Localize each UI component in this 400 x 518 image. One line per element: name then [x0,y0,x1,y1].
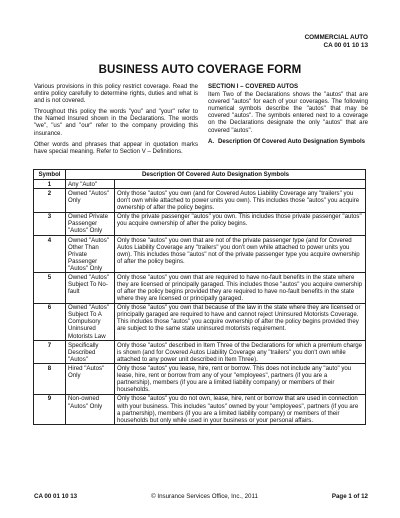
description-cell: Only those "autos" you own that are not of the private passenger type (and for Covered Autos Liability Coverage any "trailers" you don't own while attached to power units you own). This includes those "autos" not of the private passenger type you acquire ownership of after the policy begins. [115,235,366,272]
symbol-cell: 7 [34,341,66,364]
symbol-cell: 1 [34,180,66,189]
table-row [34,273,366,303]
form-line-of-business: COMMERCIAL AUTO [304,34,368,41]
covered-auto-symbols-table [33,169,366,425]
auto-type-cell: Non-owned "Autos" Only [66,394,115,424]
auto-type-cell: Specifically Described "Autos" [66,341,115,364]
description-cell: Only those "autos" you own that are required to have no-fault benefits in the state where they are licensed or principally garaged. This includes those "autos" you acquire ownership of after the policy begins provided they are required to have no-fault benefits in the state where they are licensed or principally garaged. [115,273,366,303]
footer-form-number: CA 00 01 10 13 [34,493,78,500]
table-body [34,180,366,425]
form-number: CA 00 01 10 13 [323,41,368,49]
auto-type-cell: Any "Auto" [66,180,115,189]
section-1-column [208,83,368,145]
description-cell: Only those "autos" you own (and for Covered Autos Liability Coverage any "trailers" you don't own while attached to power units you own). This includes those "autos" you acquire ownership of after the policy begins. [115,189,366,212]
symbol-cell: 2 [34,189,66,212]
document-title: BUSINESS AUTO COVERAGE FORM [98,64,302,76]
auto-type-cell: Hired "Autos" Only [66,364,115,394]
symbol-cell: 3 [34,212,66,235]
intro-paragraph-2: Throughout this policy the words "you" and "your" refer to the Named Insured shown in the Declarations. The words "we", "us" and "our" refer to the company providing this insurance. [34,108,198,137]
description-cell: Only those "autos" you own that because of the law in the state where they are licensed or principally garaged are required to have and cannot reject Uninsured Motorists Coverage. This includes those "autos" you acquire ownership of after the policy begins provided they are subject to the same state uninsured motorists requirement. [115,303,366,340]
subsection-title: Description Of Covered Auto Designation Symbols [218,137,366,145]
description-cell: Only those "autos" you lease, hire, rent or borrow. This does not include any "auto" you lease, hire, rent or borrow from any of your "employees", partners (if you are a partnership), members (if you are a limited liability company) or members of their households. [115,364,366,394]
table-row [34,189,366,212]
symbol-cell: 6 [34,303,66,340]
table-row [34,235,366,272]
footer-page-number: Page 1 of 12 [331,493,368,500]
symbol-column-header: Symbol [34,170,66,180]
auto-type-cell: Owned "Autos" Subject To No-fault [66,273,115,303]
description-cell: Only the private passenger "autos" you own. This includes those private passenger "autos" you acquire ownership of after the policy begins. [115,212,366,235]
section-1-heading: SECTION I – COVERED AUTOS [208,83,299,90]
form-identifier [305,34,368,49]
subsection-letter: A. [208,137,215,145]
intro-paragraph-1: Various provisions in this policy restrict coverage. Read the entire policy carefully to determine rights, duties and what is and is not covered. [34,83,198,105]
description-column-header: Description Of Covered Auto Designation Symbols [66,170,366,180]
table-row [34,212,366,235]
table-row [34,180,366,189]
symbol-cell: 5 [34,273,66,303]
auto-type-cell: Owned "Autos" Only [66,189,115,212]
symbol-cell: 8 [34,364,66,394]
section-1-text: Item Two of the Declarations shows the "autos" that are covered "autos" for each of your coverages. The following numerical symbols describe the "autos" that may be covered "autos". The symbols entered next to a coverage on the Declarations designate the only "autos" that are covered "autos". [208,91,368,134]
symbol-cell: 9 [34,394,66,424]
page-footer [34,493,368,500]
auto-type-cell: Owned "Autos" Subject To A Compulsory Uninsured Motorists Law [66,303,115,340]
description-cell [115,180,366,189]
symbol-cell: 4 [34,235,66,272]
table-row [34,394,366,424]
table-header-row [34,170,366,180]
table-row [34,303,366,340]
intro-paragraph-3: Other words and phrases that appear in quotation marks have special meaning. Refer to Section V – Definitions. [34,140,198,155]
table-row [34,364,366,394]
auto-type-cell: Owned "Autos" Other Than Private Passenger "Autos" Only [66,235,115,272]
subsection-a-heading [208,138,368,145]
auto-type-cell: Owned Private Passenger "Autos" Only [66,212,115,235]
intro-column [34,83,198,159]
footer-copyright: © Insurance Services Office, Inc., 2011 [151,493,258,500]
description-cell: Only those "autos" you do not own, lease, hire, rent or borrow that are used in connection with your business. This includes "autos" owned by your "employees", partners (if you are a partnership), members (if you are a limited liability company) or members of their households but only while used in your business or your personal affairs. [115,394,366,424]
table-row [34,341,366,364]
description-cell: Only those "autos" described in Item Three of the Declarations for which a premium charge is shown (and for Covered Autos Liability Coverage any "trailers" you don't own while attached to any power unit described in Item Three). [115,341,366,364]
